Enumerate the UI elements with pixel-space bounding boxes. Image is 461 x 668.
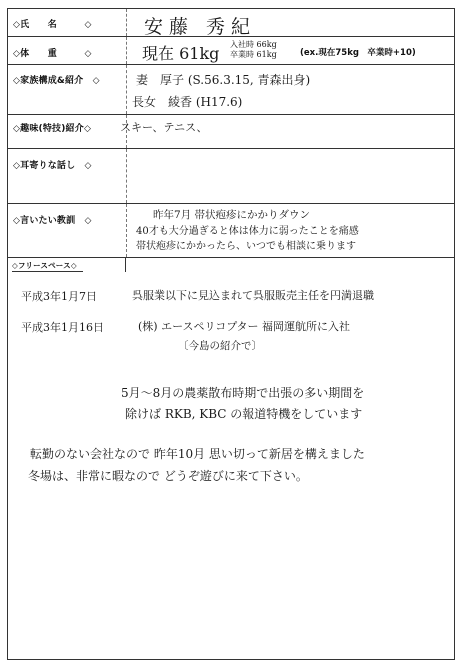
- row-name: [8, 9, 454, 37]
- row-lesson: [8, 204, 454, 258]
- weight-current: 現在 61kg: [142, 44, 220, 63]
- profile-sheet: [7, 8, 455, 660]
- row-divider: [126, 149, 127, 203]
- name-value: 安藤 秀紀: [144, 16, 257, 38]
- weight-graduation: 卒業時 61kg: [230, 50, 277, 59]
- row-divider: [126, 204, 127, 257]
- weight-join: 入社時 66kg: [230, 40, 277, 49]
- family-line-2: 長女 綾香 (H17.6): [132, 95, 243, 109]
- free-space: [8, 258, 454, 659]
- story-label: ◇耳寄りな話し ◇: [13, 161, 92, 171]
- family-label: ◇家族構成&紹介 ◇: [13, 76, 100, 86]
- lesson-line-2: 40才も大分過ぎると体は体力に弱ったことを痛感: [136, 226, 359, 237]
- free-space-label: ◇フリースペース◇: [12, 260, 83, 272]
- hobby-value: スキー、テニス、: [120, 121, 208, 134]
- weight-history: [230, 40, 277, 60]
- free-para-2-line-2: 冬場は、非常に暇なので どうぞ遊びに来て下さい。: [28, 469, 308, 483]
- row-weight: [8, 37, 454, 65]
- row-story: [8, 149, 454, 204]
- free-date-2: 平成3年1月16日: [21, 321, 104, 334]
- free-label-divider: [125, 258, 126, 272]
- name-label: ◇氏 名 ◇: [13, 20, 92, 30]
- free-text-2: (株) エースペリコプター 福岡運航所に入社: [138, 320, 351, 333]
- row-family: [8, 65, 454, 115]
- weight-label: ◇体 重 ◇: [13, 49, 92, 59]
- hobby-label: ◇趣味(特技)紹介◇: [13, 124, 92, 134]
- free-para-1-line-2: 除けば RKB, KBC の報道特機をしています: [125, 407, 363, 421]
- free-text-3: 〔今島の紹介で〕: [178, 340, 262, 352]
- free-para-1-line-1: 5月～8月の農薬散布時期で出張の多い期間を: [121, 386, 365, 400]
- family-line-1: 妻 厚子 (S.56.3.15, 青森出身): [136, 73, 311, 87]
- row-hobby: [8, 115, 454, 149]
- free-date-1: 平成3年1月7日: [21, 290, 97, 303]
- row-divider: [126, 9, 127, 36]
- free-text-1: 呉服業以下に見込まれて呉服販売主任を円満退職: [132, 289, 374, 302]
- row-divider: [126, 37, 127, 64]
- row-divider: [126, 65, 127, 114]
- free-para-2-line-1: 転勤のない会社なので 昨年10月 思い切って新居を構えました: [30, 447, 365, 461]
- weight-example-note: (ex.現在75kg 卒業時+10): [300, 48, 416, 58]
- lesson-label: ◇言いたい教訓 ◇: [13, 216, 92, 226]
- lesson-line-1: 昨年7月 帯状疱疹にかかりダウン: [153, 209, 311, 221]
- lesson-line-3: 帯状疱疹にかかったら、いつでも相談に乗ります: [136, 241, 356, 252]
